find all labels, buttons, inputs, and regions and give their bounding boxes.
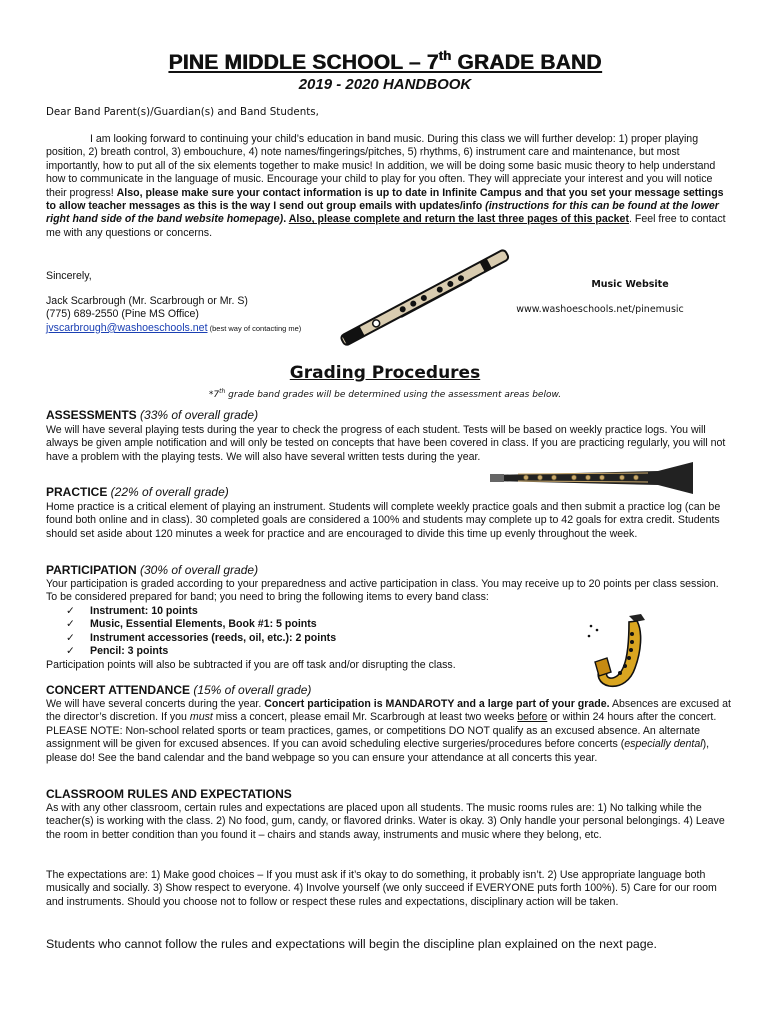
- page-title: [0, 48, 770, 75]
- classroom-rules-body: As with any other classroom, certain rules and expectations are placed upon all students. The music rooms rules are: 1) No talking while the teacher(s) is working with the class. 2) No food, gum, candy, or flavored drinks. Water is okay. 3) Only handle your personal belongings. 4) Leave the room in better condition than you found it – chairs and stands away, instruments and music where they belong, etc.: [46, 802, 725, 841]
- intro-text: I am looking forward to continuing your child’s education in band music. During this class we will further develop: 1) proper playing position, 2) breath control, 3) embouchure, 4) note names/fingerings/pitches, 5) rhythms, 6) instrument care and maintenance, but most importantly, how to put all of the six elements together to make music! In addition, we will be doing some basic music theory to help understand how to communicate in the language of music. Encourage your child to play for you often. They will appreciate your interest and you will notice their progress!: [46, 133, 716, 199]
- participation-body: Your participation is graded according to your preparedness and active participation in class. You may receive up to 20 points per class session. To be considered prepared for band; you need to bring the following items to every band class:: [46, 578, 719, 604]
- intro-bold-period: .: [283, 213, 289, 226]
- title-text-end: GRADE BAND: [451, 51, 602, 74]
- teacher-email-link[interactable]: jvscarbrough@washoeschools.net: [46, 321, 208, 334]
- assessments-percent: (33% of overall grade): [136, 408, 259, 422]
- practice-heading-text: PRACTICE: [46, 485, 108, 499]
- assessments-body: We will have several playing tests during the year to check the progress of each student. Tests will be based on weekly practice logs. You will always be given ample notification and will only be tested on concepts that have been covered in class. If you are practicing regularly, you will not have a problem with the playing tests. We will also have several written tests during the year.: [46, 424, 726, 463]
- participation-checklist: [66, 605, 336, 659]
- list-item: [66, 645, 336, 658]
- grading-note: [0, 388, 770, 400]
- saxophone-icon: [585, 612, 665, 694]
- concert-bold-text: Concert participation is MANDAROTY and a large part of your grade.: [264, 698, 610, 710]
- concert-dental-text: especially dental: [624, 738, 703, 751]
- participation-after: Participation points will also be subtracted if you are off task and/or disrupting the class.: [46, 659, 456, 671]
- grading-note-start: *7: [208, 390, 220, 400]
- teacher-email-line: [46, 322, 301, 335]
- list-item: [66, 618, 336, 631]
- website-label: Music Website: [591, 279, 669, 290]
- teacher-phone: (775) 689-2550 (Pine MS Office): [46, 308, 199, 321]
- concert-percent: (15% of overall grade): [190, 683, 312, 697]
- participation-heading-text: PARTICIPATION: [46, 563, 137, 577]
- intro-paragraph: [46, 133, 732, 240]
- participation-heading: [46, 563, 258, 577]
- concert-attendance-body: [46, 698, 732, 765]
- closing-statement: Students who cannot follow the rules and expectations will begin the discipline plan explained on the next page.: [46, 937, 657, 951]
- participation-percent: (30% of overall grade): [136, 563, 259, 577]
- intro-closing-text: . Feel free to contact me with any questions or concerns.: [46, 213, 726, 239]
- grading-note-end: grade band grades will be determined using the assessment areas below.: [225, 390, 562, 400]
- teacher-name: Jack Scarbrough (Mr. Scarbrough or Mr. S): [46, 295, 248, 307]
- checkmark-icon: ✓: [66, 618, 75, 631]
- concert-text: Absences are excused at the director’s discretion. If you: [46, 698, 731, 724]
- signature-block: [46, 295, 301, 335]
- concert-attendance-heading: [46, 683, 311, 697]
- salutation: Dear Band Parent(s)/Guardian(s) and Band Students,: [46, 106, 319, 118]
- list-item-text: Pencil: 3 points: [90, 645, 169, 658]
- grading-procedures-title: Grading Procedures: [289, 363, 481, 383]
- list-item: [66, 632, 336, 645]
- intro-return-pages-text: Also, please complete and return the last three pages of this packet: [288, 213, 629, 226]
- practice-percent: (22% of overall grade): [107, 485, 229, 499]
- list-item-text: Music, Essential Elements, Book #1: 5 points: [90, 618, 317, 631]
- title-superscript: th: [438, 48, 452, 63]
- sign-off: Sincerely,: [46, 270, 92, 282]
- classroom-rules-heading: CLASSROOM RULES AND EXPECTATIONS: [46, 787, 292, 801]
- list-item-text: Instrument: 10 points: [90, 605, 198, 617]
- practice-body: Home practice is a critical element of playing an instrument. Students will complete weekly practice goals and then submit a practice log (can be found both online and in class). 30 completed goals are considered a 100% and students may complete up to 42 goals for extra credit. Students should set aside about 120 minutes a week for practice and are encouraged to divide this time up evenly throughout the week.: [46, 501, 721, 540]
- assessments-heading-text: ASSESSMENTS: [46, 408, 137, 422]
- expectations-body: The expectations are: 1) Make good choices – If you must ask if it’s okay to do something, it probably isn’t. 2) Use appropriate language both musically and socially. 3) Show respect to everyone. 4) Involve yourself (we only succeed if EVERYONE puts forth 100%). 5) Care for our room and instruments. Should you choose not to follow or respect these rules and expectations, disciplinary action will be taken.: [46, 869, 717, 908]
- concert-text: or within 24 hours after the concert. PLEASE NOTE: Non-school related sports or team practices, games, or competitions DO NOT qualify as an excused absence. An alternate assignment will be given for excused absences. If you can avoid scheduling elective surgeries/procedures before concerts (: [46, 711, 717, 751]
- concert-must-text: must: [189, 711, 213, 724]
- checkmark-icon: ✓: [66, 605, 75, 617]
- intro-bold-text: Also, please make sure your contact information is up to date in Infinite Campus and that you set your message settings to allow teacher messages as this is the way I send out group emails with updates/info: [46, 186, 724, 213]
- concert-heading-text: CONCERT ATTENDANCE: [46, 683, 190, 697]
- list-item: [66, 605, 336, 618]
- intro-bold-italic-text: (instructions for this can be found at the lower right hand side of the band website homepage): [46, 200, 719, 226]
- practice-heading: [46, 485, 229, 499]
- concert-text: miss a concert, please email Mr. Scarbrough at least two weeks: [212, 711, 518, 724]
- clarinet-icon: [488, 458, 698, 498]
- checkmark-icon: ✓: [66, 631, 75, 644]
- page-subtitle: 2019 - 2020 HANDBOOK: [298, 76, 472, 93]
- assessments-heading: [46, 408, 258, 422]
- concert-text: We will have several concerts during the year.: [46, 698, 265, 710]
- list-item-text: Instrument accessories (reeds, oil, etc.): 2 points: [90, 631, 337, 644]
- concert-before-text: before: [517, 711, 548, 724]
- title-text-start: PINE MIDDLE SCHOOL – 7: [168, 51, 439, 74]
- website-url[interactable]: www.washoeschools.net/pinemusic: [516, 304, 684, 315]
- email-note: (best way of contacting me): [207, 323, 302, 333]
- concert-text: ), please do! See the band calendar and the band webpage so you can ensure your attendance at all concerts this year.: [46, 738, 710, 764]
- flute-icon: [330, 248, 520, 348]
- grading-note-superscript: th: [219, 388, 226, 395]
- checkmark-icon: ✓: [66, 645, 75, 658]
